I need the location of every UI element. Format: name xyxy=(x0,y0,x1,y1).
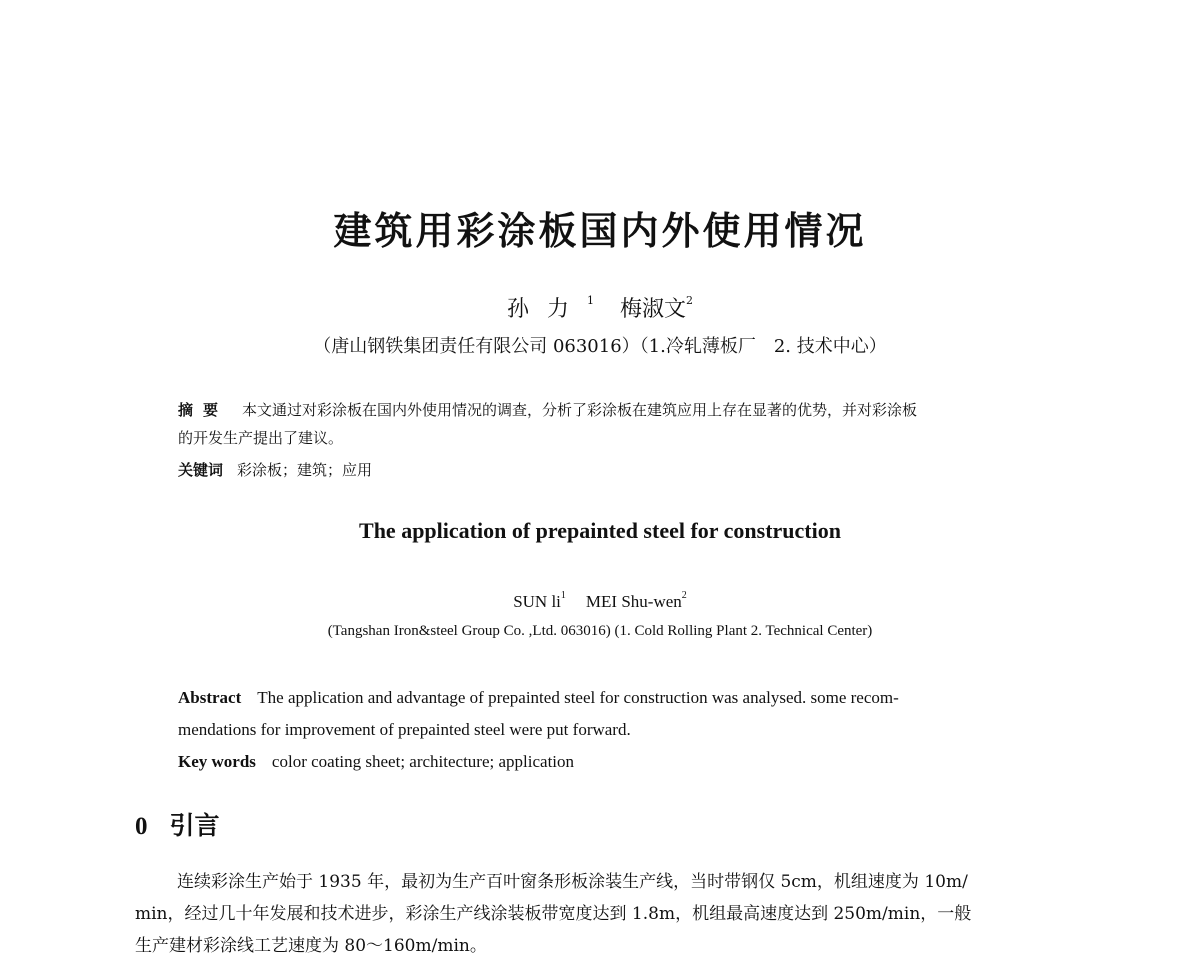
affiliation-en: (Tangshan Iron&steel Group Co. ,Ltd. 063016) (1. Cold Rolling Plant 2. Technical Center) xyxy=(327,623,873,639)
section-heading xyxy=(135,806,220,842)
abstract-en-label: Abstract xyxy=(178,688,242,707)
author-en-1-mark: 1 xyxy=(560,590,566,601)
section-title: 引言 xyxy=(169,811,220,840)
author-en-2: MEI Shu-wen$^2$ xyxy=(585,590,687,611)
abstract-en-line1: The application and advantage of prepainted steel for construction was analysed. some recom- xyxy=(257,688,899,707)
author-en-1: SUN $li^1$ xyxy=(513,590,566,611)
abstract-cn-line1: 本文通过对彩涂板在国内外使用情况的调查，分析了彩涂板在建筑应用上存在显著的优势，并对彩涂板 xyxy=(242,401,918,419)
affiliation-cn: （唐山钢铁集团责任有限公司 063016）（1.冷轧薄板厂 2. 技术中心） xyxy=(313,336,887,357)
abstract-en xyxy=(178,682,1068,714)
authors-cn xyxy=(0,292,1200,323)
abstract-en-line2: mendations for improvement of prepainted steel were put forward. xyxy=(178,720,631,739)
paper-title-en: The application of prepainted steel for construction xyxy=(359,518,841,543)
keywords-en-text: color coating sheet; architecture; application xyxy=(271,752,575,771)
paper-title-cn: 建筑用彩涂板国内外使用情况 xyxy=(333,209,867,253)
abstract-cn-label: 摘要 xyxy=(178,401,229,419)
abstract-cn-line2: 的开发生产提出了建议。 xyxy=(178,429,344,447)
body-line-2: min，经过几十年发展和技术进步，彩涂生产线涂装板带宽度达到 1.8m，机组最高速度达到 250m/min，一般 xyxy=(135,904,972,924)
body-line-1: 连续彩涂生产始于 1935 年，最初为生产百叶窗条形板涂装生产线，当时带钢仅 5cm，机组速度为 10m/ xyxy=(177,872,968,892)
keywords-cn xyxy=(178,456,1058,484)
author-cn-2: 梅淑文$^2$ xyxy=(620,294,694,322)
section-number: 0 xyxy=(135,813,148,840)
author-cn-1: 孙力$^1$ xyxy=(506,294,594,322)
author-cn-2-mark: 2 xyxy=(686,294,694,307)
abstract-cn xyxy=(178,396,1058,424)
keywords-en xyxy=(178,746,1068,778)
body-line-3: 生产建材彩涂线工艺速度为 80～160m/min。 xyxy=(135,936,487,956)
keywords-en-label: Key words xyxy=(178,752,256,771)
author-en-2-mark: 2 xyxy=(681,590,687,601)
keywords-cn-label: 关键词 xyxy=(178,461,224,479)
authors-en xyxy=(0,590,1200,612)
author-cn-1-mark: 1 xyxy=(587,294,594,307)
keywords-cn-text: 彩涂板；建筑；应用 xyxy=(237,461,373,479)
